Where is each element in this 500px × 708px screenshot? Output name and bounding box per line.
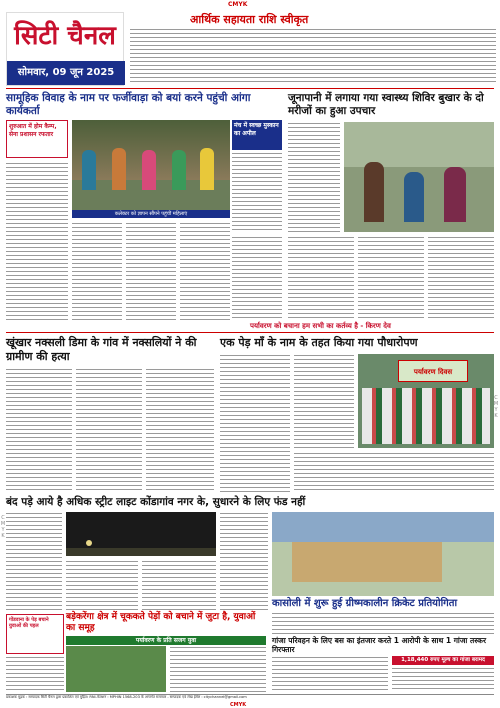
registration-marks-left: C M Y K [0,515,6,539]
story8-body [272,656,388,692]
story2-col3 [358,236,424,320]
divider [6,88,494,89]
story3-col2 [76,368,142,492]
story5-col4 [220,512,268,612]
story3-col1 [6,368,72,492]
story7-side-note: गोंडवाना के पेड़ बचाने युवाओं की पहल [6,614,64,654]
story3-headline: खूंखार नक्सली डिमा के गांव में नक्सलियों ने की ग्रामीण की हत्या [6,336,197,363]
story5-col3 [142,560,216,612]
story5-col2 [66,560,138,612]
story6-headline: कासोली में शुरू हुई ग्रीष्मकालीन क्रिकेट प्रतियोगिता [272,598,458,609]
story4-col1 [220,354,290,492]
story3-col3 [146,368,214,492]
top-story-headline: आर्थिक सहायता राशि स्वीकृत [190,13,309,26]
story2-headline: जूनापानी में लगाया गया स्वास्थ्य शिविर बुखार के दो मरीजों का हुआ उपचार [288,92,484,117]
story6-photo [272,512,494,596]
story1-side-box: शुरुआत में होम कैम्प, सेना प्रशासन रफतार [6,120,68,158]
story5-photo [66,512,216,556]
footer-imprint: प्रकाशक मुद्रक : सम्पादक सिटी चैनल द्वारा प्रकाशित एवं मुद्रित। RNI-फेक्शन : MPHIN 1568-203 के अन्तर्गत समाचार - सम्पादक एवं लेख ईमेल : citychannel@gmail.com [6,694,494,702]
story1-col2 [72,222,122,320]
story4-headline: एक पेड़ माँ के नाम के तहत किया गया पौधारोपण [220,336,418,349]
story2-col2 [288,236,354,320]
story2-photo [344,122,494,232]
date-line: सोमवार, 09 जून 2025 [7,61,125,85]
story5-headline: बंद पड़े आये है अधिक स्ट्रीट लाइट कोंडागांव नगर के, सुधारने के लिए फंड नहीं [6,496,306,508]
story8-side-body [392,667,494,692]
story1-col3 [126,222,176,320]
story2-col1 [288,122,340,232]
story1-col5 [232,236,282,320]
story7-col1 [6,656,64,692]
story7-body [170,646,266,692]
story8-side-headline: 1,18,440 रुपए मूल्य का गांजा बरामद [392,656,494,665]
story5-col1 [6,512,62,612]
registration-marks-right: C M Y K [493,395,499,419]
story1-photo-caption: कलेक्टर को ज्ञापन सौंपने पहुंचीं महिलाएं [72,210,230,218]
story1-col1 [6,162,68,320]
environment-banner: पर्यावरण को बचाना हम सभी का कर्तव्य है - किरण देव [250,322,494,331]
story1-headline: सामूहिक विवाह के नाम पर फर्जीवाड़ा को बयां करने पहुंची आंगा कार्यकर्ता [6,92,251,117]
story7-photo [66,646,166,692]
story1-col4 [180,222,230,320]
story1-inset-body [232,152,282,232]
story4-photo [358,354,494,448]
masthead [6,12,124,86]
newspaper-title: सिटी चैनल [14,21,116,51]
divider [6,332,494,333]
story6-body [272,612,494,634]
cmyk-mark-bottom: CMYK [230,702,247,708]
story4-col2 [294,354,354,448]
top-story-body [130,28,496,82]
story7-box-label: पर्यावरण के प्रति सजग युवा [66,636,266,645]
cmyk-mark-top: CMYK [228,1,248,8]
story4-body [294,452,494,492]
story1-inset-headline: मंच में स्वच्छ मुस्कान का अपील [232,120,282,150]
story2-col4 [428,236,494,320]
story7-headline: बड़ेकरेंगा क्षेत्र में चूककते पेड़ों को बचाने में जुटा है, युवाओं का समूह [66,612,256,633]
story8-headline: गांजा परिवहन के लिए बस का इंतजार करते 1 आरोपी के साथ 1 गांजा तस्कर गिरफ्तार [272,636,487,654]
story1-photo [72,120,230,210]
story4-poster: पर्यावरण दिवस [398,360,468,382]
